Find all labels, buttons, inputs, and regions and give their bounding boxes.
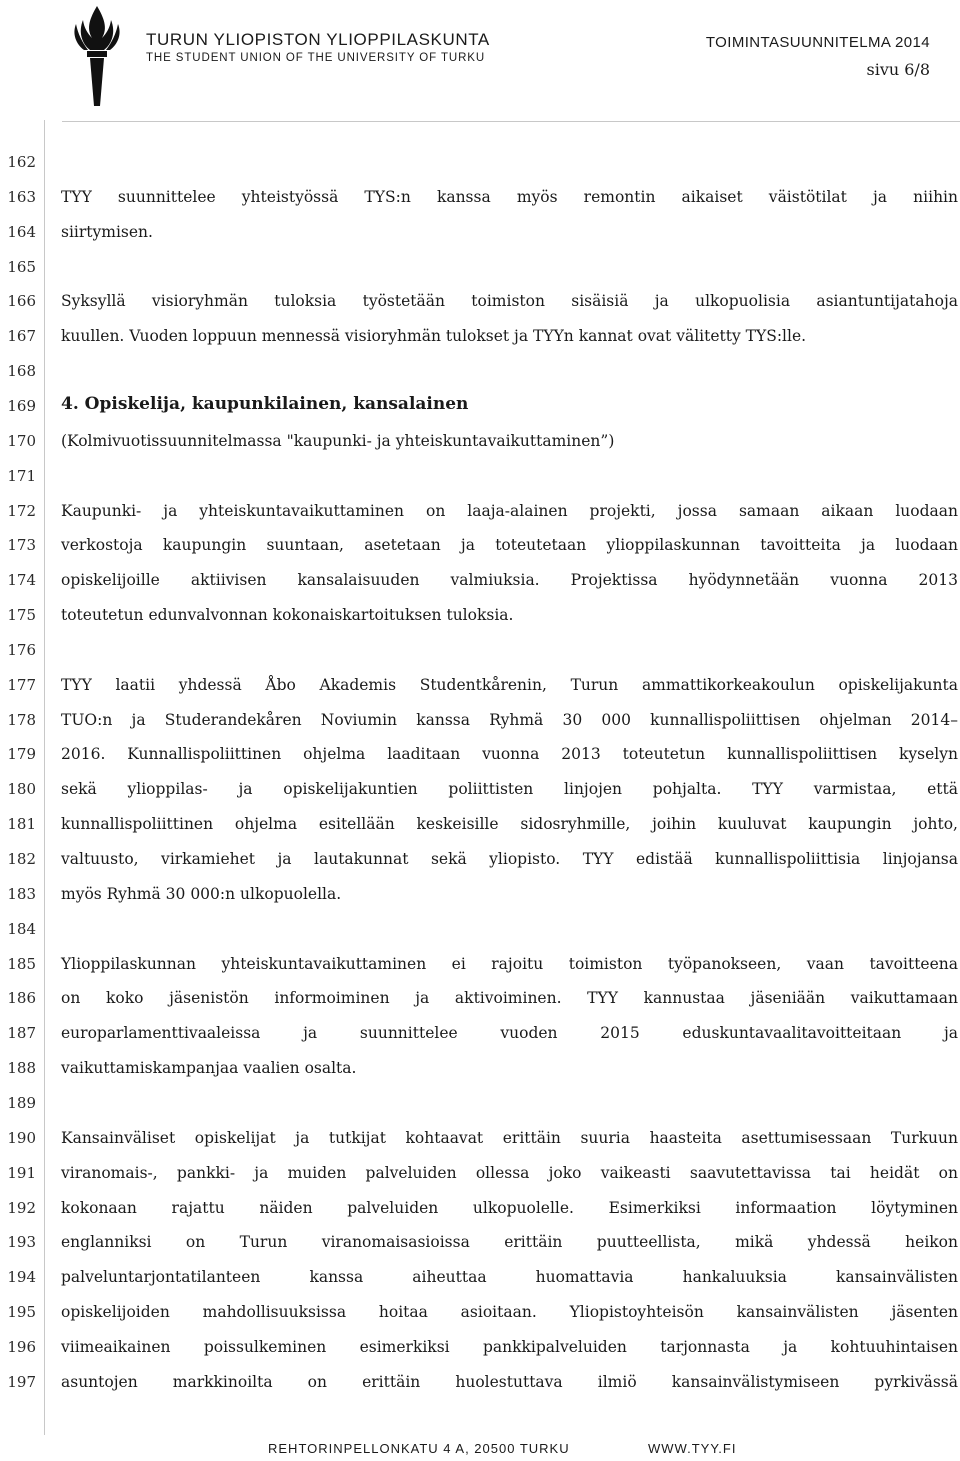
line-number: 175 <box>7 606 36 624</box>
line-number: 192 <box>7 1199 36 1217</box>
line-number: 193 <box>7 1233 36 1251</box>
line-number: 176 <box>7 641 36 659</box>
line-number: 187 <box>7 1024 36 1042</box>
text-line: viranomais-, pankki- ja muiden palveluiden ollessa joko vaikeasti saavutettavissa tai heidät on <box>61 1164 958 1182</box>
line-number: 184 <box>7 920 36 938</box>
line-number: 180 <box>7 780 36 798</box>
text-line: TUO:n ja Studerandekåren Noviumin kanssa Ryhmä 30 000 kunnallispoliittisen ohjelman 2014– <box>61 711 958 729</box>
line-number: 178 <box>7 711 36 729</box>
line-number: 195 <box>7 1303 36 1321</box>
line-number: 190 <box>7 1129 36 1147</box>
text-line: vaikuttamiskampanjaa vaalien osalta. <box>61 1059 357 1077</box>
line-number: 191 <box>7 1164 36 1182</box>
text-line: europarlamenttivaaleissa ja suunnittelee vuoden 2015 eduskuntavaalitavoitteitaan ja <box>61 1024 958 1042</box>
line-number: 169 <box>7 397 36 415</box>
text-line: kunnallispoliittinen ohjelma esitellään keskeisille sidosryhmille, joihin kuuluvat kaupungin johto, <box>61 815 958 833</box>
line-number: 185 <box>7 955 36 973</box>
text-line: myös Ryhmä 30 000:n ulkopuolella. <box>61 885 342 903</box>
line-number: 164 <box>7 223 36 241</box>
text-line: englanniksi on Turun viranomaisasioissa erittäin puutteellista, mikä yhdessä heikon <box>61 1233 958 1251</box>
text-line: viimeaikainen poissulkeminen esimerkiksi pankkipalveluiden tarjonnasta ja kohtuuhintaisen <box>61 1338 958 1356</box>
line-number: 194 <box>7 1268 36 1286</box>
text-line: 2016. Kunnallispoliittinen ohjelma laaditaan vuonna 2013 toteutetun kunnallispoliittisen kyselyn <box>61 745 958 763</box>
line-number: 165 <box>7 258 36 276</box>
text-line: sekä ylioppilas- ja opiskelijakuntien poliittisten linjojen pohjalta. TYY varmistaa, että <box>61 780 958 798</box>
text-line: opiskelijoiden mahdollisuuksissa hoitaa asioitaan. Yliopistoyhteisön kansainvälisten jäsenten <box>61 1303 958 1321</box>
text-line: (Kolmivuotissuunnitelmassa "kaupunki- ja yhteiskuntavaikuttaminen”) <box>61 432 615 450</box>
text-line: verkostoja kaupungin suuntaan, asetetaan ja toteutetaan ylioppilaskunnan tavoitteita ja luodaan <box>61 536 958 554</box>
line-number: 188 <box>7 1059 36 1077</box>
line-number: 167 <box>7 327 36 345</box>
footer-address: REHTORINPELLONKATU 4 A, 20500 TURKU <box>268 1441 570 1456</box>
line-number: 183 <box>7 885 36 903</box>
line-number: 177 <box>7 676 36 694</box>
text-line: palveluntarjontatilanteen kanssa aiheuttaa huomattavia hankaluuksia kansainvälisten <box>61 1268 958 1286</box>
text-line: Syksyllä visioryhmän tuloksia työstetään toimiston sisäisiä ja ulkopuolisia asiantuntijatahoja <box>61 292 958 310</box>
text-line: asuntojen markkinoilta on erittäin huolestuttava ilmiö kansainvälistymiseen pyrkivässä <box>61 1373 958 1391</box>
text-line: toteutetun edunvalvonnan kokonaiskartoituksen tuloksia. <box>61 606 514 624</box>
text-line: kuullen. Vuoden loppuun mennessä visioryhmän tulokset ja TYYn kannat ovat välitetty TYS:lle. <box>61 327 807 345</box>
text-line: Kansainväliset opiskelijat ja tutkijat kohtaavat erittäin suuria haasteita asettumisessaan Turkuun <box>61 1129 958 1147</box>
line-number: 172 <box>7 502 36 520</box>
line-number: 186 <box>7 989 36 1007</box>
line-number: 170 <box>7 432 36 450</box>
line-number: 168 <box>7 362 36 380</box>
torch-logo-icon <box>66 4 128 110</box>
line-number: 182 <box>7 850 36 868</box>
text-line: siirtymisen. <box>61 223 153 241</box>
line-number: 181 <box>7 815 36 833</box>
line-number: 189 <box>7 1094 36 1112</box>
line-number: 162 <box>7 153 36 171</box>
text-line: kokonaan rajattu näiden palveluiden ulkopuolelle. Esimerkiksi informaation löytyminen <box>61 1199 958 1217</box>
page-number: sivu 6/8 <box>866 60 930 79</box>
line-number: 174 <box>7 571 36 589</box>
page-header <box>0 0 960 118</box>
text-line: TYY laatii yhdessä Åbo Akademis Studentkårenin, Turun ammattikorkeakoulun opiskelijakunta <box>61 676 958 694</box>
line-number: 196 <box>7 1338 36 1356</box>
footer-website: WWW.TYY.FI <box>648 1441 737 1456</box>
line-number: 166 <box>7 292 36 310</box>
text-line: valtuusto, virkamiehet ja lautakunnat sekä yliopisto. TYY edistää kunnallispoliittisia linjojansa <box>61 850 958 868</box>
line-number: 171 <box>7 467 36 485</box>
text-line: on koko jäsenistön informoiminen ja aktivoiminen. TYY kannustaa jäseniään vaikuttamaan <box>61 989 958 1007</box>
line-number: 179 <box>7 745 36 763</box>
line-number-divider <box>44 120 45 1435</box>
line-number: 173 <box>7 536 36 554</box>
document-title: TOIMINTASUUNNITELMA 2014 <box>705 34 930 51</box>
text-line: TYY suunnittelee yhteistyössä TYS:n kanssa myös remontin aikaiset väistötilat ja niihin <box>61 188 958 206</box>
org-name-english: THE STUDENT UNION OF THE UNIVERSITY OF TURKU <box>146 52 486 64</box>
text-line: Ylioppilaskunnan yhteiskuntavaikuttaminen ei rajoitu toimiston työpanokseen, vaan tavoitteena <box>61 955 958 973</box>
line-number: 197 <box>7 1373 36 1391</box>
org-name-finnish: TURUN YLIOPISTON YLIOPPILASKUNTA <box>146 30 490 49</box>
line-number: 163 <box>7 188 36 206</box>
section-heading: 4. Opiskelija, kaupunkilainen, kansalainen <box>61 394 469 414</box>
text-line: Kaupunki- ja yhteiskuntavaikuttaminen on laaja-alainen projekti, jossa samaan aikaan luodaan <box>61 502 958 520</box>
text-line: opiskelijoille aktiivisen kansalaisuuden valmiuksia. Projektissa hyödynnetään vuonna 2013 <box>61 571 958 589</box>
header-divider <box>62 121 960 122</box>
